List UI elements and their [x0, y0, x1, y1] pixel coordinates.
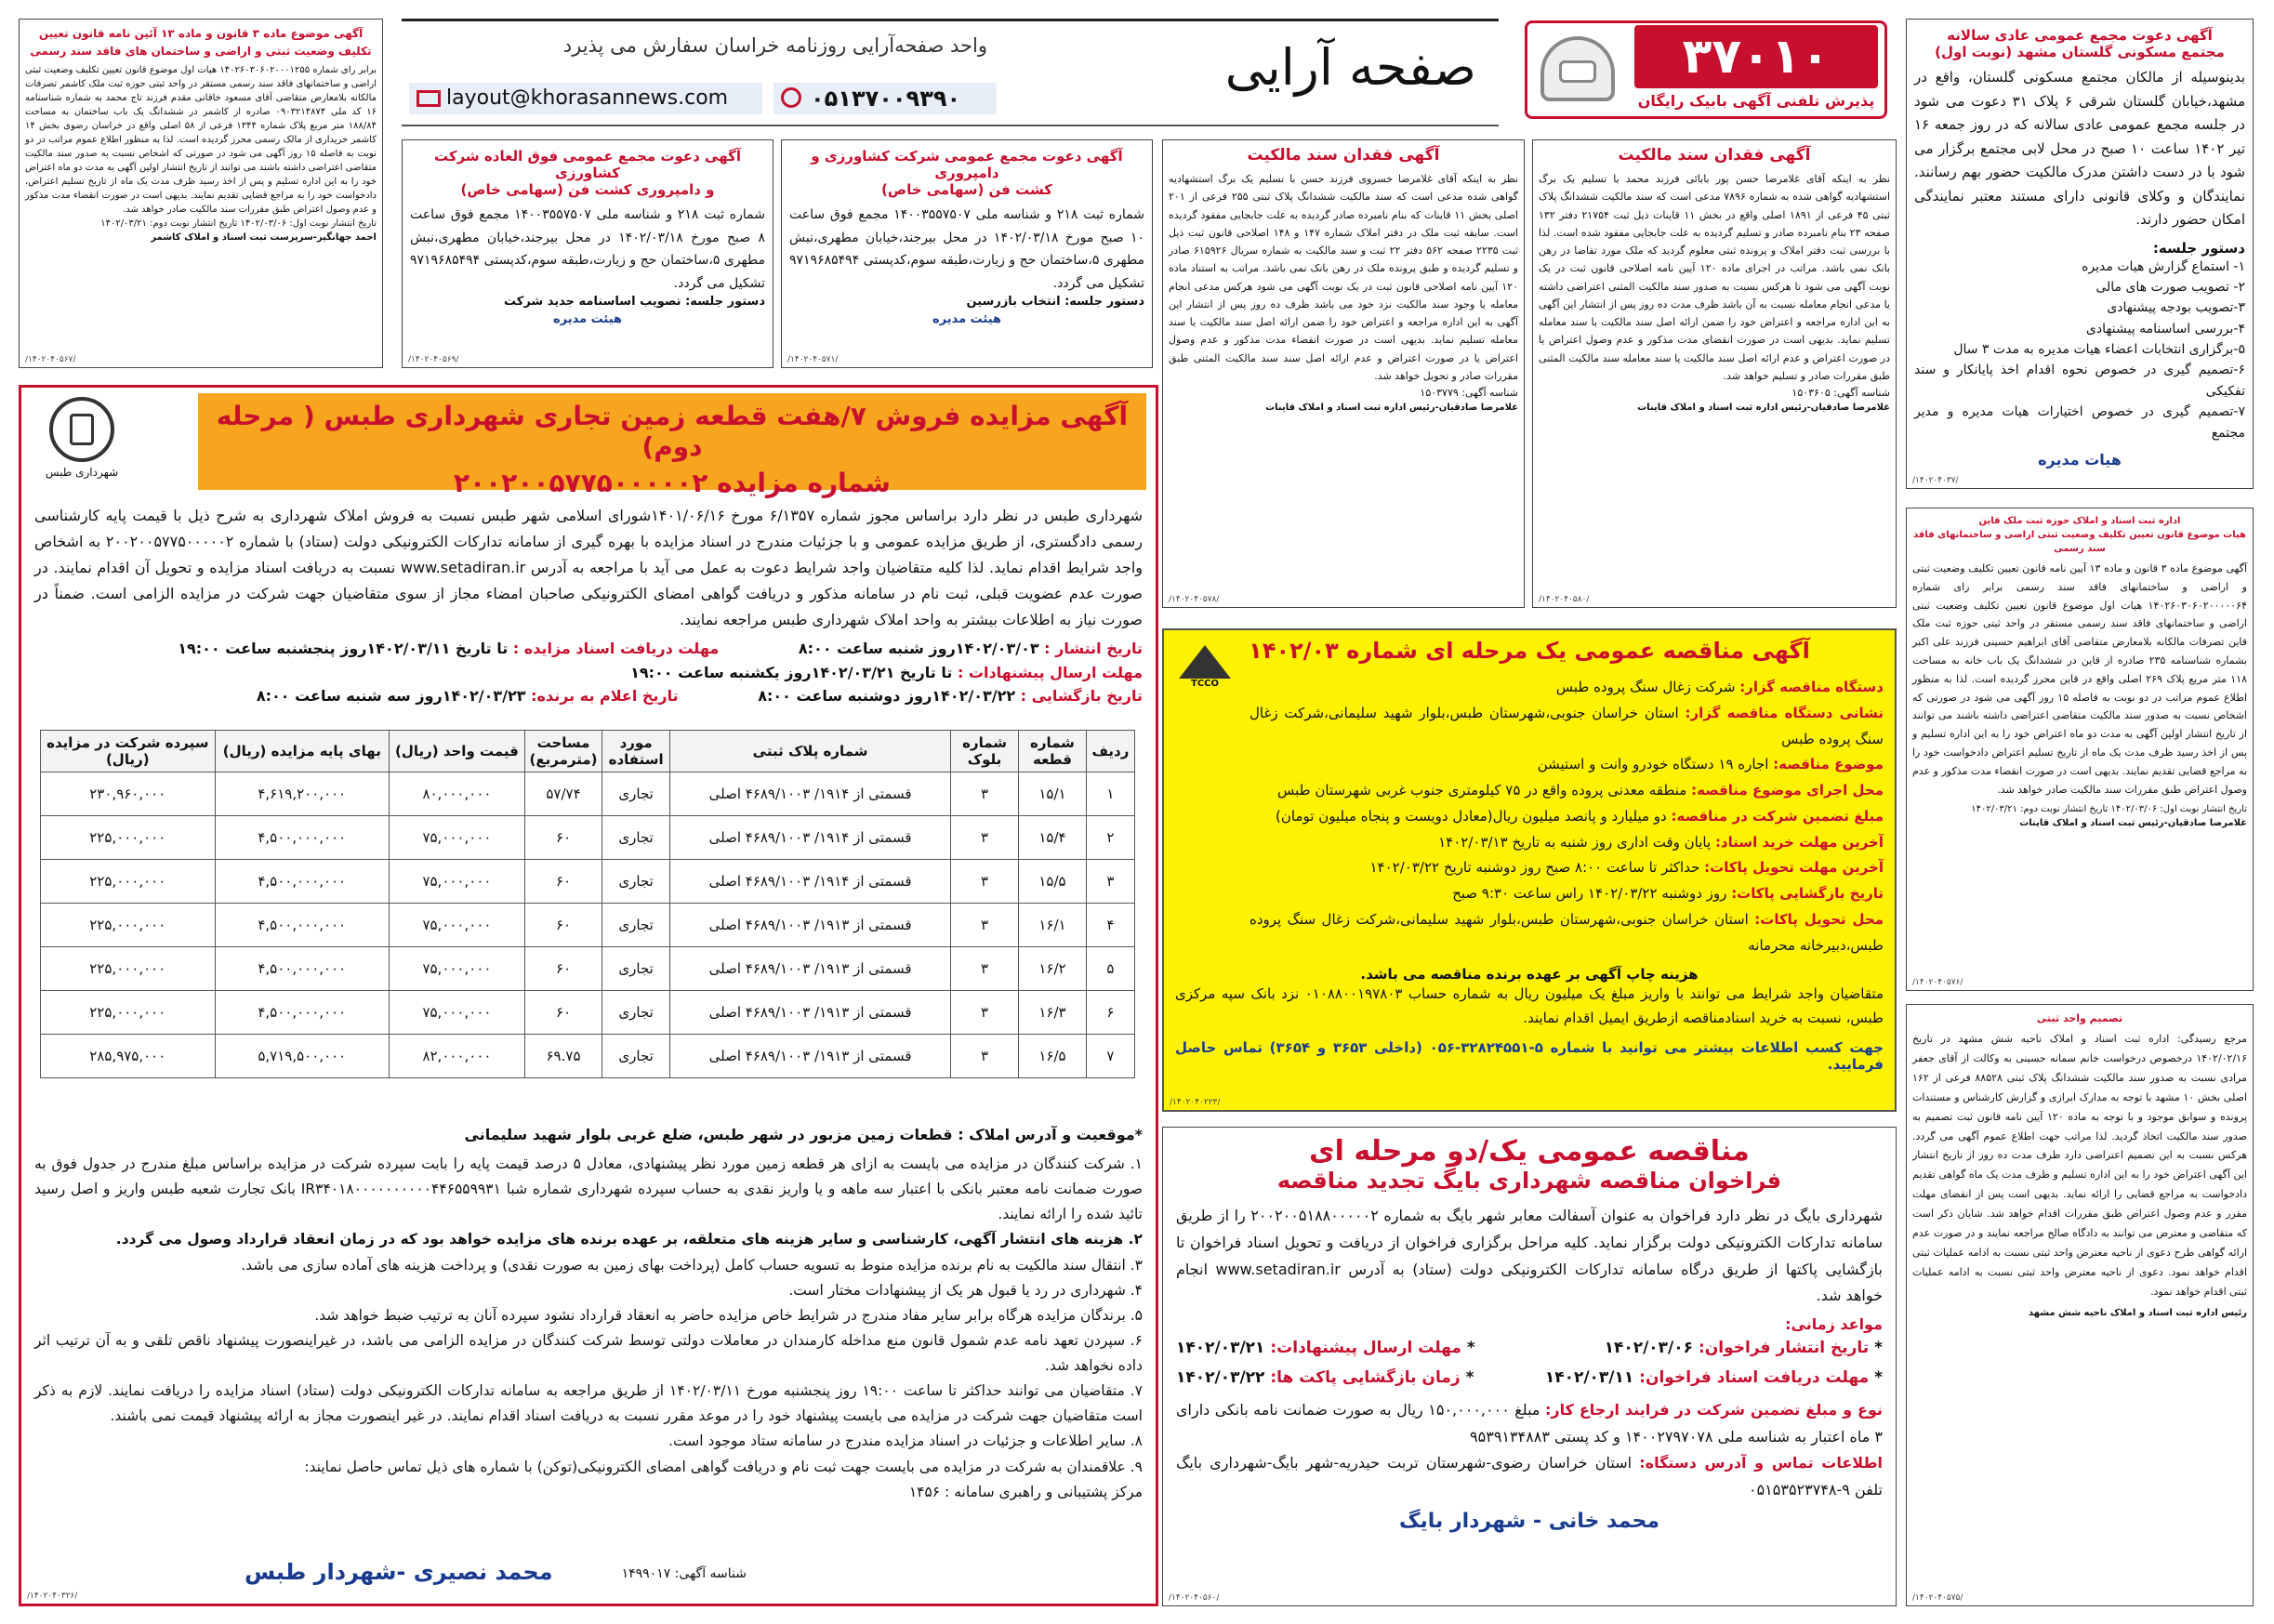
ad-tr2-body: آگهی موضوع ماده ۳ قانون و ماده ۱۳ آیین نامه قانون تعیین تکلیف وضعیت ثبتی و اراضی و ساختمانهای فاقد سند رسمی برابر رای شماره ۱۴۰۲۶۰۳۰۶۰۲۰۰۰۰۰۶۴ هیات اول موضوع قانون تعیین تکلیف وضعیت ثبتی اراضی و ساختمانهای فاقد سند رسمی مستقر در واحد ثبتی حوزه ثبت ملک قاین تصرفات مالکانه بلامعارض متقاضی آقای ابراهیم حسینی فرزند علی اکبر بشماره شناسنامه ۲۳۵ صادره از قاین در ششدانگ یک باب خانه به مساحت ۱۱۸ متر مربع پلاک ۲۶۹ اصلی واقع در قاین محرز گردیده است. لذا به منظور اطلاع عموم مراتب در دو نوبت به فاصله ۱۵ روز آگهی می شود در صورتی که اشخاص نسبت به صدور سند مالکیت متقاضی اعتراضی داشته باشند می توانند از تاریخ انتشار اولین آگهی به مدت دو ماه اعتراض خود را به این اداره تسلیم و پس از اخذ رسید ظرف مدت یک ماه از تاریخ تسلیم اعتراض دادخواست خود را به مراجع قضایی تقدیم نمایند. بدیهی است در صورت انقضاء مدت مذکور و عدم وصول اعتراض طبق مقررات سند مالکیت صادر خواهد شد. [1912, 562, 2248, 796]
td-area: ۶۰ [524, 904, 602, 947]
td-usage: تجاری [602, 860, 670, 904]
auction-logo: شهرداری طبس [40, 397, 124, 499]
ad-lost1-id: شناسه آگهی: ۱۵۰۳۶۰۵ [1791, 387, 1890, 399]
ad-lost2-sign: غلامرضا صادقیان-رئیس اداره ثبت اسناد و املاک قاینات [1265, 403, 1518, 414]
email-icon [416, 90, 441, 107]
ad-tr3-body: مرجع رسیدگی: اداره ثبت اسناد و املاک ناحیه شش مشهد در تاریخ ۱۴۰۲/۰۲/۱۶ درخصوص درخواست خانم سمانه حسینی به وکالت از آقای جعفر مرادی نسبت به صدور سند مالکیت ششدانگ پلاک ثبتی ۸۸۵۲۸ فرعی از ۱۶۲ اصلی بخش ۱۰ مشهد با توجه به مدارک ابرازی و گزارش کارشناس و مستندات پرونده و سوابق موجود و با توجه به ماده ۱۲۰ آیین نامه قانون ثبت تصمیم به صدور سند مالکیت اتخاذ گردید. لذا مراتب جهت اطلاع عموم آگهی می گردد. هرکس نسبت به این تصمیم اعتراضی دارد ظرف مدت ده روز از تاریخ انتشار این آگهی اعتراض خود را به این اداره تسلیم و ظرف مدت یک ماه گواهی تقدیم دادخواست به مراجع قضایی را ارائه نماید. بدیهی است پس از انقضای مهلت مقرر و عدم وصول اعتراض طبق مقررات اقدام خواهد شد. شایان ذکر است که متقاضی و معترض می توانند به دادگاه صالح مراجعه نمایند و در صورت عدم ارائه گواهی طرح دعوی از ناحیه معترض واحد ثبتی نسبت به ادامه عملیات ثبتی اقدام خواهد نمود. دعوی از ناحیه معترض واحد ثبتی نسبت به ادامه عملیات ثبتی اقدام خواهد نمود. [1912, 1033, 2248, 1298]
auction-id: شناسه آگهی: ۱۴۹۹۰۱۷ [621, 1566, 747, 1581]
td-base-price: ۴,۵۰۰,۰۰۰,۰۰۰ [215, 904, 389, 947]
ad-tr2-title: اداره ثبت اسناد و املاک حوزه ثبت ملک قاین [1978, 516, 2181, 526]
ad-tr1-sign: هیات مدیره [2038, 451, 2122, 469]
ad-coop2-title: آگهی دعوت مجمع عمومی فوق العاده شرکت کشاورزی [433, 148, 741, 181]
ad-lost2-body: نظر به اینکه آقای غلامرضا خسروی فرزند حسن با تسلیم یک برگ استشهادیه گواهی شده مدعی است که سند مالکیت ششدانگ پلاک ثبتی ۲۵۵ فرعی از ۲۰۱ اصلی بخش ۱۱ قاینات که بنام نامبرده صادر گردیده به علت جابجایی مفقود گردیده است. سابقه ثبت ملک در دفتر املاک شماره ۱۴۷ و ۱۴۸ اصلاحی قانون ثبت ذیل ثبت ۲۲۳۵ صفحه ۵۶۲ دفتر ۲۲ ثبت و سند مالکیت به شماره سریال ۶۱۵۹۲۶ صادر و تسلیم گردیده و طبق پرونده ملک در رهن بانک نمی باشد. مراتب به استناد ماده ۱۲۰ آیین نامه اصلاحی قانون ثبت در یک نوبت آگهی می شود هرکس مدعی انجام معامله یا وجود سند مالکیت نزد خود می باشد ظرف ده روز پس از انتشار این آگهی به این اداره مراجعه و اعتراض خود را ضمن ارائه اصل سند مالکیت یا سند معامله تسلیم نماید. بدیهی است در صورت انقضاء مدت مذکور و عدم وصول اعتراض یا در صورت اعتراض و عدم ارائه اصل سند سند مالکیت المثنی طبق مقررات صادر و تحویل خواهد شد. [1169, 173, 1518, 382]
auction-number: شماره مزایده ۲۰۰۲۰۰۵۷۷۵۰۰۰۰۰۲ [454, 468, 891, 498]
phone-banner [1525, 20, 1887, 119]
td-row: ۶ [1086, 991, 1134, 1035]
td-deposit: ۲۳۰,۹۶۰,۰۰۰ [41, 772, 216, 816]
td-unit-price: ۷۵,۰۰۰,۰۰۰ [390, 860, 525, 904]
term-item: ۲. هزینه های انتشار آگهی، کارشناسی و سایر هزینه های متعلقه، بر عهده برنده های مزایده خواهد بود که در زمان انعقاد قرارداد وصول می گردد. [115, 1231, 1143, 1248]
ad-kashmar-title-deed [19, 19, 383, 368]
ad-tr1-agenda-list [1914, 257, 2245, 444]
table-row [41, 860, 1135, 904]
td-usage: تجاری [602, 991, 670, 1035]
ad-kashmar-body: برابر رای شماره ۱۴۰۲۶۰۳۰۶۰۲۰۰۰۱۲۵۵ هیات اول موضوع قانون تعیین تکلیف وضعیت ثبتی اراضی و ساختمانهای فاقد سند رسمی مستقر در واحد ثبتی حوزه ثبت ملک کاشمر تصرفات مالکانه بلامعارض متقاضی آقای مسعود خاقانی مقدم فرزند تاج محمد به شماره شناسنامه ۱۶ کد ملی ۰۹۰۳۲۱۴۸۷۴ صادره از کاشمر در ششدانگ یک باب ساختمان به مساحت ۱۸۸/۸۴ متر مربع پلاک شماره ۱۳۴۴ فرعی از ۵۸ اصلی واقع در خراسان رضوی بخش ۱۴ کاشمر خریداری از مالک رسمی محرز گردیده است. لذا به منظور اطلاع عموم مراتب در دو نوبت به فاصله ۱۵ روز آگهی می شود در صورتی که اشخاص نسبت به صدور سند مالکیت متقاضی اعتراضی داشته باشند می توانند از تاریخ انتشار اولین آگهی به مدت دو ماه اعتراض خود را به این اداره تسلیم و پس از اخذ رسید ظرف مدت یک ماه از تاریخ تسلیم اعتراض، دادخواست خود را به مراجع قضایی تقدیم نمایند. بدیهی است در صورت انقضاء مدت مذکور و عدم وصول اعتراض طبق مقررات سند مالکیت صادر خواهد شد. [25, 65, 377, 216]
td-unit-price: ۷۵,۰۰۰,۰۰۰ [390, 991, 525, 1035]
td-area: ۶۹.۷۵ [524, 1035, 602, 1078]
agenda-item: ۶-تصمیم گیری در خصوص نحوه اقدام اخذ پایانکار و سند تفکیکی [1914, 363, 2245, 399]
ad-tr1-subtitle: مجتمع مسکونی گلستان مشهد (نوبت اول) [1935, 44, 2225, 60]
phone-icon [1540, 36, 1615, 101]
ad-lost2-id: شناسه آگهی: ۱۵۰۳۷۷۹ [1420, 387, 1518, 399]
tender1-fields [1249, 675, 1884, 958]
td-row: ۱ [1086, 772, 1134, 816]
td-usage: تجاری [602, 772, 670, 816]
table-row [41, 991, 1135, 1035]
tender1-title: آگهی مناقصه عمومی یک مرحله ای شماره ۱۴۰۲/۰۳ [1249, 638, 1810, 664]
ad-tr2-sign: غلامرضا صادقیان-رئیس ثبت اسناد و املاک قاینات [2019, 818, 2247, 829]
ad-lost1-sign: غلامرضا صادقیان-رئیس اداره ثبت اسناد و املاک قاینات [1637, 403, 1890, 414]
tender2-title: مناقصه عمومی یک/دو مرحله ای [1309, 1135, 1750, 1168]
ad-ghaen-registration [1906, 508, 2254, 991]
tender1-note2: متقاضیان واجد شرایط می توانند با واریز مبلغ یک میلیون ریال به شماره حساب ۰۱۰۸۸۰۰۱۹۷۸۰۳ نزد بانک سپه مرکزی طبس، نسبت به خرید اسنادمناقصه ازطریق ایمیل اقدام نمایند. [1175, 985, 1884, 1026]
td-deposit: ۲۲۵,۰۰۰,۰۰۰ [41, 947, 216, 991]
ad-lost1-code: /۱۴۰۲۰۴۰۵۸۰/ [1539, 595, 1590, 604]
ad-tr1-agenda-title: دستور جلسه: [2152, 239, 2245, 257]
td-plaque: قسمتی از ۱۹۱۳/ ۴۶۸۹/۱۰۰۳ اصلی [670, 904, 951, 947]
td-block: ۳ [951, 772, 1019, 816]
ad-tr2-code: /۱۴۰۲۰۴۰۵۷۶/ [1912, 978, 1963, 987]
tender-field: محل تحویل پاکات: استان خراسان جنوبی،شهرستان طبس،بلوار شهید سلیمانی،شرکت زغال سنگ پروده طبس،دبیرخانه محرمانه [1249, 910, 1884, 954]
ad-lost-deed-1 [1532, 139, 1897, 608]
td-block: ۳ [951, 816, 1019, 860]
ad-lost2-title: آگهی فقدان سند مالکیت [1247, 146, 1440, 165]
ad-lost1-body: نظر به اینکه آقای غلامرضا حسن پور بابائی فرزند محمد با تسلیم یک برگ استشهادیه گواهی شده به شماره ۷۸۹۶ مدعی است که سند مالکیت ششدانگ پلاک ثبتی ۴۵ فرعی از ۱۸۹۱ اصلی واقع در بخش ۱۱ قاینات ذیل ثبت ۲۱۷۵۴ دفتر ۱۳۲ صفحه ۲۳ بنام نامبرده صادر و تسلیم گردیده به علت جابجایی مفقود شده است. لذا با بررسی ثبت دفتر املاک و پرونده ثبتی معلوم گردید که ملک مورد تقاضا در رهن بانک نمی باشد. مراتب در اجرای ماده ۱۲۰ آیین نامه اصلاحی قانون ثبت در یک نوبت آگهی می شود تا هرکس نسبت به صدور سند مالکیت المثنی اعتراضی داشته یا مدعی انجام معامله نسبت به آن باشد ظرف مدت ده روز پس از انتشار این آگهی به این اداره مراجعه و اعتراض خود را ضمن ارائه اصل سند مالکیت یا سند معامله تسلیم نماید. بدیهی است در صورت انقضای مدت مذکور و عدم وصول اعتراض یا در صورت اعتراض و عدم ارائه اصل سند مالکیت یا سند معامله سند مالکیت المثنی طبق مقررات صادر و تسلیم خواهد شد. [1539, 173, 1891, 382]
term-item: ۷. متقاضیان می توانند حداکثر تا ساعت ۱۹:۰۰ روز پنجشنبه مورخ ۱۴۰۲/۰۳/۱۱ از طریق مراجعه به سامانه تدارکات الکترونیکی دولت (ستاد) اسناد مزایده را دریافت نمایند. لازم به ذکر است متقاضیان جهت شرکت در مزایده می بایست پیشنهاد خود را در موعد مقرر نسبت به دریافت اسناد اقدام نمایند. در غیر اینصورت مجاز به ارائه پیشنهاد قیمت نمی باشند. [34, 1382, 1143, 1425]
td-row: ۲ [1086, 816, 1134, 860]
td-block: ۳ [951, 860, 1019, 904]
phone-subtitle: پذیرش تلفنی آگهی بابیک رایگان [1637, 92, 1875, 110]
ad-tr2-dates: تاریخ انتشار نوبت اول: ۱۴۰۲/۰۳/۰۶ تاریخ انتشار نوبت دوم: ۱۴۰۲/۰۳/۲۱ [1971, 804, 2247, 815]
td-plaque: قسمتی از ۱۹۱۳/ ۴۶۸۹/۱۰۰۳ اصلی [670, 991, 951, 1035]
tender1-contact: جهت کسب اطلاعات بیشتر می توانید با شماره ۵-۳۲۸۲۴۵۵۱-۰۵۶ (داخلی ۳۶۵۳ و ۳۶۵۴) تماس حاصل فرمایید. [1175, 1039, 1884, 1074]
td-plaque: قسمتی از ۱۹۱۴/ ۴۶۸۹/۱۰۰۳ اصلی [670, 860, 951, 904]
tender-field: محل اجرای موضوع مناقصه: منطقه معدنی پروده واقع در ۷۵ کیلومتری جنوب غربی شهرستان طبس [1277, 782, 1884, 799]
td-usage: تجاری [602, 816, 670, 860]
tender2-body: شهرداری بایگ در نظر دارد فراخوان به عنوان آسفالت معابر شهر بایگ به شماره ۲۰۰۲۰۰۵۱۸۸۰۰۰۰۰۲ را از طریق سامانه تدارکات الکترونیکی دولت برگزار نماید. کلیه مراحل برگزاری فراخوان از دریافت و تحویل اسناد فراخوان تا بازگشایی پاکتها از طریق درگاه سامانه تدارکات الکترونیکی دولت (ستاد) به آدرس www.setadiran.ir انجام خواهد شد. [1176, 1207, 1884, 1305]
tender-field: نشانی دستگاه مناقصه گزار: استان خراسان جنوبی،شهرستان طبس،بلوار شهید سلیمانی،شرکت زغال سنگ پروده طبس [1249, 704, 1884, 747]
td-unit-price: ۷۵,۰۰۰,۰۰۰ [390, 904, 525, 947]
term-item: مرکز پشتیبانی و راهبری سامانه : ۱۴۵۶ [908, 1483, 1143, 1500]
ad-kashmar-sign: احمد جهانگیر-سرپرست ثبت اسناد و املاک کاشمر [151, 232, 377, 244]
td-base-price: ۴,۶۱۹,۲۰۰,۰۰۰ [215, 772, 389, 816]
table-header-row [41, 731, 1135, 772]
td-deposit: ۲۸۵,۹۷۵,۰۰۰ [41, 1035, 216, 1078]
term-item: ۵. برندگان مزایده هرگاه برابر سایر مفاد مندرج در شرایط خاص مزایده حاضر به انعقاد قرارداد نشود سپرده آنان به ترتیب ضبط خواهد شد. [314, 1306, 1143, 1324]
ad-tabas-auction [19, 385, 1158, 1606]
ad-coop1-code: /۱۴۰۲۰۴۰۵۷۱/ [787, 355, 839, 364]
td-block: ۳ [951, 1035, 1019, 1078]
ad-coop2-body: شماره ثبت ۲۱۸ و شناسه ملی ۱۴۰۰۳۵۵۷۵۰۷ مجمع فوق ساعت ۸ صبح مورخ ۱۴۰۲/۰۳/۱۸ در محل بیرجند،خیابان مطهری،نبش مطهری ۵،ساختمان حج و زیارت،طبقه سوم،کدپستی ۹۷۱۹۶۸۵۴۹۴ تشکیل می گردد. [410, 207, 765, 291]
td-usage: تجاری [602, 904, 670, 947]
td-area: ۶۰ [524, 860, 602, 904]
ad-coop2-agenda: دستور جلسه: تصویب اساسنامه جدید شرکت [504, 295, 765, 309]
ad-kashmar-code: /۱۴۰۲۰۴۰۵۶۷/ [25, 355, 76, 364]
ad-coop2-subtitle: و دامپروری کشت فن (سهامی خاص) [460, 181, 715, 198]
td-row: ۵ [1086, 947, 1134, 991]
td-unit-price: ۷۵,۰۰۰,۰۰۰ [390, 816, 525, 860]
td-plaque: قسمتی از ۱۹۱۳/ ۴۶۸۹/۱۰۰۳ اصلی [670, 947, 951, 991]
layout-phone: ۰۵۱۳۷۰۰۹۳۹۰ [773, 83, 997, 114]
table-row [41, 1035, 1135, 1078]
td-area: ۶۰ [524, 947, 602, 991]
agenda-item: ۱- استماع گزارش هیات مدیره [2082, 258, 2245, 274]
ad-registry-decision [1906, 1004, 2254, 1606]
ad-tr1-title: آگهی دعوت مجمع عمومی عادی سالانه [1947, 27, 2213, 44]
td-plaque: قسمتی از ۱۹۱۳/ ۴۶۸۹/۱۰۰۳ اصلی [670, 1035, 951, 1078]
ad-coop1-body: شماره ثبت ۲۱۸ و شناسه ملی ۱۴۰۰۳۵۵۷۵۰۷ مجمع فوق ساعت ۱۰ صبح مورخ ۱۴۰۲/۰۳/۱۸ در محل بیرجند،خیابان مطهری،نبش مطهری ۵،ساختمان حج و زیارت،طبقه سوم،کدپستی ۹۷۱۹۶۸۵۴۹۴ تشکیل می گردد. [789, 207, 1144, 291]
tender-field: موضوع مناقصه: اجاره ۱۹ دستگاه خودرو وانت و استیشن [1537, 756, 1884, 773]
td-area: ۶۰ [524, 991, 602, 1035]
auction-dates: تاریخ انتشار : ۱۴۰۲/۰۳/۰۳روز شنبه ساعت ۸:۰۰ مهلت دریافت اسناد مزایده : تا تاریخ ۱۴۰۲/۰۳/۱۱روز پنجشنبه ساعت ۱۹:۰۰ مهلت ارسال پیشنهادات : تا تاریخ ۱۴۰۲/۰۳/۲۱روز یکشنبه ساعت ۱۹:۰۰ تاریخ بازگشایی : ۱۴۰۲/۰۳/۲۲روز دوشنبه ساعت ۸:۰۰ تاریخ اعلام به برنده: ۱۴۰۲/۰۳/۲۳روز سه شنبه ساعت ۸:۰۰ [178, 640, 1143, 706]
tender1-logo: TCCO [1175, 645, 1235, 701]
ad-tabas-coal-tender [1162, 628, 1897, 1112]
td-parcel: ۱۶/۳ [1019, 991, 1087, 1035]
td-deposit: ۲۲۵,۰۰۰,۰۰۰ [41, 860, 216, 904]
auction-code: /۱۴۰۲۰۴۰۳۲۶/ [27, 1591, 78, 1601]
ad-kashmar-dates: تاریخ انتشار نوبت اول: ۱۴۰۲/۰۳/۰۶ تاریخ انتشار نوبت دوم: ۱۴۰۲/۰۳/۲۱ [100, 218, 377, 230]
th-row: ردیف [1086, 731, 1134, 772]
td-deposit: ۲۲۵,۰۰۰,۰۰۰ [41, 816, 216, 860]
auction-table [40, 730, 1135, 1078]
td-parcel: ۱۶/۲ [1019, 947, 1087, 991]
td-base-price: ۵,۷۱۹,۵۰۰,۰۰۰ [215, 1035, 389, 1078]
td-block: ۳ [951, 947, 1019, 991]
ad-tr3-code: /۱۴۰۲۰۴۰۵۷۵/ [1912, 1593, 1963, 1603]
ad-coop1-sign: هیئت مدیره [932, 312, 1002, 326]
tender2-code: /۱۴۰۲۰۴۰۵۶۰/ [1169, 1593, 1220, 1603]
ad-golestan-meeting [1906, 19, 2254, 489]
td-row: ۷ [1086, 1035, 1134, 1078]
layout-banner [402, 19, 1499, 126]
td-parcel: ۱۵/۴ [1019, 816, 1087, 860]
td-usage: تجاری [602, 1035, 670, 1078]
th-usage: مورد استفاده [602, 731, 670, 772]
td-unit-price: ۷۵,۰۰۰,۰۰۰ [390, 947, 525, 991]
td-unit-price: ۸۲,۰۰۰,۰۰۰ [390, 1035, 525, 1078]
ad-coop1-title: آگهی دعوت مجمع عمومی شرکت کشاورزی و دامپروری [811, 148, 1123, 181]
term-item: ۹. علاقمندان به شرکت در مزایده می بایست جهت ثبت نام و دریافت گواهی امضای الکترونیکی(توکن) با شماره های ذیل تماس حاصل نمایند: [304, 1458, 1143, 1475]
tcco-logo-icon [1179, 645, 1231, 679]
th-area: مساحت (مترمربع) [524, 731, 602, 772]
ad-lost-deed-2 [1162, 139, 1525, 608]
term-item: ۶. سپردن تعهد نامه عدم شمول قانون منع مداخله کارمندان در معاملات دولتی توسط شرکت کنندگان در مزایده الزامی می باشد، در غیراینصورت پیشنهاد ناقص تلقی و به آن ترتیب اثر داده نخواهد شد. [34, 1331, 1143, 1374]
table-row [41, 947, 1135, 991]
ad-coop-ordinary [781, 139, 1153, 368]
tender-field: آخرین مهلت تحویل پاکات: حداکثر تا ساعت ۸:۰۰ صبح روز دوشنبه تاریخ ۱۴۰۲/۰۳/۲۲ [1369, 859, 1884, 877]
td-base-price: ۴,۵۰۰,۰۰۰,۰۰۰ [215, 860, 389, 904]
ad-tr1-body: بدینوسیله از مالکان مجتمع مسکونی گلستان، واقع در مشهد،خیابان گلستان شرقی ۶ پلاک ۳۱ دعوت می شود در جلسه مجمع عمومی عادی سالانه که در روز جمعه ۱۶ تیر ۱۴۰۲ ساعت ۱۰ صبح در محل لابی مجتمع برگزار می شود با در دست داشتن مدرک مالکیت حضور بهم رسانند. نمایندگان و وکلای قانونی دارای مستند معتبر نمایندگی امکان حضور دارند. [1914, 69, 2245, 228]
municipality-logo-icon [49, 397, 114, 462]
tender2-subtitle: فراخوان مناقصه شهرداری بایگ تجدید مناقصه [1276, 1168, 1782, 1194]
auction-location: *موقعیت و آدرس املاک : قطعات زمین مزبور در شهر طبس، ضلع غربی بلوار شهید سلیمانی [464, 1126, 1143, 1143]
ad-tr3-title: تصمیم واحد ثبتی [2036, 1012, 2123, 1024]
ad-coop2-sign: هیئت مدیره [552, 312, 623, 326]
th-parcel: شماره قطعه [1019, 731, 1087, 772]
term-item: ۳. انتقال سند مالکیت به نام برنده مزایده منوط به تسویه حساب کامل (پرداخت بهای زمین به صورت نقدی) و پرداخت هزینه های آماده سازی می باشد. [241, 1256, 1143, 1274]
tender-field: دستگاه مناقصه گزار: شرکت زغال سنگ پروده طبس [1555, 679, 1884, 695]
auction-terms [34, 1152, 1143, 1505]
tender-field: آخرین مهلت خرید اسناد: پایان وقت اداری روز شنبه به تاریخ ۱۴۰۲/۰۳/۱۳ [1438, 833, 1884, 851]
td-parcel: ۱۵/۱ [1019, 772, 1087, 816]
layout-tagline: واحد صفحه‌آرایی روزنامه خراسان سفارش می پذیرد [562, 34, 987, 57]
td-deposit: ۲۲۵,۰۰۰,۰۰۰ [41, 991, 216, 1035]
tender2-dates: * تاریخ انتشار فراخوان: ۱۴۰۲/۰۳/۰۶ * مهلت ارسال پیشنهادات: ۱۴۰۲/۰۳/۲۱ * مهلت دریافت اسناد فراخوان: ۱۴۰۲/۰۳/۱۱ * زمان بازگشایی پاکت ها: ۱۴۰۲/۰۳/۲۲ [1176, 1339, 1883, 1388]
ad-coop-extraordinary [402, 139, 773, 368]
table-row [41, 816, 1135, 860]
ad-bayeg-tender [1162, 1127, 1897, 1606]
ad-coop1-subtitle: کشت فن (سهامی خاص) [881, 181, 1052, 198]
auction-intro: شهرداری طبس در نظر دارد براساس مجوز شماره ۶/۱۳۵۷ مورخ ۱۴۰۱/۰۶/۱۶شورای اسلامی شهر طبس نسبت به فروش املاک شهرداری به شرح ذیل با قیمت پایه کارشناسی رسمی دادگستری، از طریق مزایده عمومی و با جزئیات مندرج در اسناد مزایده با بهره گیری از سامانه تدارکات الکترونیکی دولت (ستاد) با شماره ۲۰۰۲۰۰۵۷۷۵۰۰۰۰۰۲ به اشخاص واجد شرایط اقدام نماید. لذا کلیه متقاضیان واجد شرایط دعوت به عمل می آید با مراجعه به آدرس www.setadiran.ir نسبت به دریافت اسناد مزایده و تحویل آن اقدام نمایند. در صورت عدم عضویت قبلی، ثبت نام در سامانه مذکور و دریافت گواهی امضای الکترونیکی صاحبان امضاء مجاز از سوی متقاضیان جهت شرکت در مزایده الزامی است. ضمناً در صورت نیاز به اطلاعات بیشتر به واحد املاک شهرداری طبس مراجعه نمایند. [34, 507, 1144, 628]
tender2-timing-title: مواعد زمانی: [1785, 1315, 1883, 1334]
term-item: ۴. شهرداری در رد یا قبول هر یک از پیشنهادات مختار است. [788, 1281, 1143, 1299]
tender2-contact: اطلاعات تماس و آدرس دستگاه: استان خراسان رضوی-شهرستان تربت حیدریه-شهر بایگ-شهرداری بایگ تلفن ۹-۰۵۱۵۳۵۲۳۷۴۸ [1176, 1454, 1883, 1499]
term-item: ۱. شرکت کنندگان در مزایده می بایست به ازای هر قطعه زمین مورد نظر پیشنهادی، معادل ۵ درصد قیمت پایه را بابت سپرده شرکت در مزایده براساس مبلغ مندرج در جدول فوق به صورت ضمانت نامه معتبر بانکی با اعتبار سه ماهه و یا واریز نقدی به حساب سپرده شهرداری شماره شبا IR۳۴۰۱۸۰۰۰۰۰۰۰۰۰۰۴۴۶۵۵۹۹۳۱ بانک تجارت شعبه طبس واریز و اصل رسید تائید شده را ارائه نمایند. [34, 1155, 1143, 1223]
td-area: ۵۷/۷۴ [524, 772, 602, 816]
th-unit-price: قیمت واحد (ریال) [390, 731, 525, 772]
th-deposit: سپرده شرکت در مزایده (ریال) [41, 731, 216, 772]
td-row: ۴ [1086, 904, 1134, 947]
ad-tr3-sign: رئیس اداره ثبت اسناد و املاک ناحیه شش مشهد [2028, 1307, 2247, 1318]
ad-tr1-code: /۱۴۰۲۰۴۰۳۷/ [1912, 476, 1959, 485]
td-parcel: ۱۶/۱ [1019, 904, 1087, 947]
agenda-item: ۳-تصویب بودجه پیشنهادی [2107, 300, 2245, 316]
agenda-item: ۷-تصمیم گیری در خصوص اختیارات هیات مدیره و مدیر مجتمع [1914, 404, 2245, 441]
ad-lost1-title: آگهی فقدان سند مالکیت [1618, 146, 1811, 165]
ad-lost2-code: /۱۴۰۲۰۴۰۵۷۸/ [1169, 595, 1220, 604]
td-base-price: ۴,۵۰۰,۰۰۰,۰۰۰ [215, 947, 389, 991]
ad-kashmar-title: آگهی موضوع ماده ۳ قانون و ماده ۱۳ آئین نامه قانون تعیین تکلیف وضعیت ثبتی و اراضی و ساختمان های فاقد سند رسمی [30, 27, 372, 58]
td-block: ۳ [951, 991, 1019, 1035]
tender-field: مبلغ تضمین شرکت در مناقصه: دو میلیارد و پانصد میلیون ریال(معادل دویست و پنجاه میلیون تومان) [1276, 807, 1884, 825]
ad-coop1-agenda: دستور جلسه: انتخاب بازرسین [966, 295, 1144, 309]
td-base-price: ۴,۵۰۰,۰۰۰,۰۰۰ [215, 816, 389, 860]
td-unit-price: ۸۰,۰۰۰,۰۰۰ [390, 772, 525, 816]
ad-coop2-code: /۱۴۰۲۰۴۰۵۶۹/ [408, 355, 459, 364]
td-plaque: قسمتی از ۱۹۱۴/ ۴۶۸۹/۱۰۰۳ اصلی [670, 816, 951, 860]
agenda-item: ۵-برگزاری انتخابات اعضاء هیات مدیره به مدت ۳ سال [1953, 342, 2245, 358]
table-row [41, 904, 1135, 947]
auction-header-band [198, 393, 1146, 498]
term-item: ۸. سایر اطلاعات و جزئیات در اسناد مزایده مندرج در سامانه ستاد موجود است. [668, 1433, 1143, 1450]
td-plaque: قسمتی از ۱۹۱۴/ ۴۶۸۹/۱۰۰۳ اصلی [670, 772, 951, 816]
layout-title: صفحه آرایی [1224, 38, 1476, 97]
th-base-price: بهای پایه مزایده (ریال) [215, 731, 389, 772]
tender1-note1: هزینه چاپ آگهی بر عهده برنده مناقصه می باشد. [1360, 966, 1699, 984]
layout-email[interactable]: layout@khorasannews.com [409, 83, 762, 114]
tender-field: تاریخ بازگشایی پاکات: روز دوشنبه ۱۴۰۲/۰۳/۲۲ راس ساعت ۹:۳۰ صبح [1452, 885, 1884, 902]
td-base-price: ۴,۵۰۰,۰۰۰,۰۰۰ [215, 991, 389, 1035]
tender2-guarantee: نوع و مبلغ تضمین شرکت در فرایند ارجاع کار: مبلغ ۱۵۰,۰۰۰,۰۰۰ ریال به صورت ضمانت نامه بانکی دارای ۳ ماه اعتبار به شناسه ملی ۱۴۰۰۲۷۹۷۰۷۸ و کد پستی ۹۵۳۹۱۳۴۸۸۳ [1176, 1400, 1884, 1446]
mobile-icon [781, 87, 801, 108]
td-row: ۳ [1086, 860, 1134, 904]
auction-title: آگهی مزایده فروش ۷/هفت قطعه زمین تجاری شهرداری طبس ( مرحله دوم) [216, 401, 1129, 462]
td-deposit: ۲۲۵,۰۰۰,۰۰۰ [41, 904, 216, 947]
ad-tr2-subtitle: هیات موضوع قانون تعیین تکلیف وضعیت ثبتی اراضی و ساختمانهای فاقد سند رسمی [1912, 530, 2246, 554]
table-row [41, 772, 1135, 816]
th-block: شماره بلوک [951, 731, 1019, 772]
th-plaque: شماره پلاک ثبتی [670, 731, 951, 772]
td-block: ۳ [951, 904, 1019, 947]
td-parcel: ۱۵/۵ [1019, 860, 1087, 904]
phone-number: ۳۷۰۱۰ [1634, 25, 1878, 88]
agenda-item: ۴-بررسی اساسنامه پیشنهادی [2085, 321, 2245, 337]
td-parcel: ۱۶/۵ [1019, 1035, 1087, 1078]
td-usage: تجاری [602, 947, 670, 991]
td-area: ۶۰ [524, 816, 602, 860]
agenda-item: ۲- تصویب صورت های مالی [2096, 279, 2245, 295]
auction-sign: محمد نصیری -شهردار طبس [245, 1559, 553, 1585]
tender1-code: /۱۴۰۲۰۴۰۲۲۳/ [1170, 1098, 1221, 1107]
tender2-sign: محمد خانی - شهردار بایگ [1399, 1509, 1659, 1533]
